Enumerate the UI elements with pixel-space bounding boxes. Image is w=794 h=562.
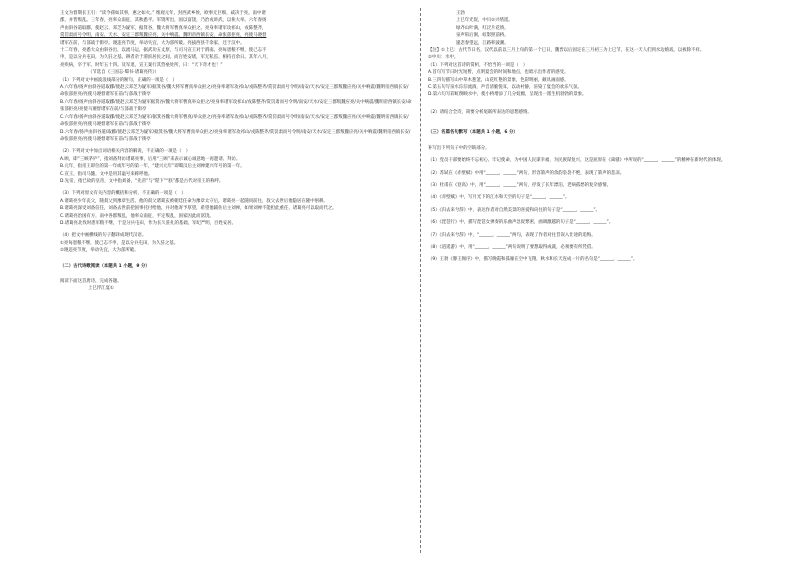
section-heading: （三）名篇名句默写（本题共 1 小题，6 分） [428,130,518,136]
passage-line: 郡，并皆叛乱。三年春，亮率众南征，其秋悉平。军资所出，国以富饶，乃治戎讲武，以俟大举。六年春扬 [60,18,267,24]
option: B.六年春/扬声由斜谷道取郿/使赵云邓芝为疑军据箕谷/魏大将军曹真举众拒之/亮身率诸军攻祁山/戎陈整齐/赏罚肃而号令明/南安/天水/安定三郡叛魏应亮/关中响震/魏明帝西镇长安/命张郃拒亮/亮使马谡督诸军在前/与郃战于街亭 [60,99,412,113]
option: A.六年春/扬声由斜谷道取郿/使赵云邓芝为疑军/据箕谷/魏大将军曹真举众拒之/亮身率诸军攻祁山/戎陈整齐/赏罚肃而号令明/南安/天水/安定三郡叛魏应亮/关中响震/魏明帝西镇长安/命张郃拒亮/亮使马谡督诸军在前/与郃战于街亭 [60,85,409,98]
column-divider [420,8,421,553]
poem-line: 绿齐山叶满，红泛片花娇。 [456,25,509,31]
question-2: （2）请结合全诗，简要分析尾联所表达的思想感情。 [428,109,532,115]
question-1: （1）下列对这首诗的赏析，不恰当的一项是（ ） [428,62,528,68]
option: D.诸葛亮北伐时患军粮不继，于是分兵屯田，作为长久驻扎的基础，军纪严明，百姓安居。 [60,220,237,226]
poem-note: ②中川：水中。 [428,55,459,61]
fill-blank-item: （6）《琵琶行》中，描写琵琶女弹奏的乐曲声急促繁密，曲调激越的句子是“______，______”。 [428,220,614,226]
passage-source: （节选自《三国志·蜀书·诸葛亮传》） [88,70,159,76]
passage [60,10,412,69]
option: C.六年春/扬声由斜谷道取郿/使赵云邓芝为疑军/据箕谷魏大将军曹真/举众拒之/亮身率诸军攻祁山/戎陈整齐/赏罚肃而号令明/南安/天水/安定三郡叛魏应亮/关中响震/魏明帝西镇长安/命张郃拒亮/亮使马谡督诸军在前/与郃战于街亭 [60,114,409,128]
fill-blank-item: （8）《逍遥游》中，用“______，______”两句说明了要想取得成就，必须要有所凭借。 [428,244,596,250]
question-2: （2）下列对文中加点词语相关内容的解说，不正确的一项是（ ） [60,149,191,155]
fill-blank-item: （3）杜甫在《登高》中，用“______，______”两句，抒发了长年漂泊、老病孤愁的复杂感情。 [428,182,611,188]
poem-line: 泉声喧后涧，虹影照前桥。 [456,33,509,39]
option: A.诸葛亮少年丧父，随叔父到豫章生活。他的叔父诸葛玄被朝廷任命为豫章太守后，诸葛亮一起随同前往，叔父去世后他隐居在隆中躬耕。 [60,198,328,204]
option: B.诸葛亮深受刘备信任，刘备去世前把国事托付给他，并对他寄予厚望，希望他辅佐后主刘禅，如果刘禅不能担此重任，诸葛亮可以取而代之。 [60,206,337,212]
passage-line: 诸军在前，与郃战于街亭。谡违亮节度，举动失宜，大为郃所破。亮拔西县千余家，还于汉中。 [60,40,245,46]
passage-line: 王文为督期长王引：“读今孫如其事，惠之如火。” 维观元年，封西武乡侯，欧事无巨细，咸决于亮。南中诸 [60,11,266,16]
poem-note: 【注】①上巳：古代节日名，汉代以前以三月上旬的第一个巳日，魏晋以后固定在三月初三为上巳节，在这一天人们到水边嬉戏，以祓除不祥。 [428,48,705,54]
question-1: （1）下列对文中画波浪线部分的断句，正确的一项是（ ） [60,77,177,83]
option: A.首句写节日时光短暂，点明宴会的时间和地点，也暗示出作者的感受。 [428,70,569,76]
fill-blank-item: （9）王勃《滕王阁序》中，描写晚霞和孤雁在空中飞翔，秋水和长天连成一片的名句是“______，______”。 [428,257,638,263]
option: D.第六句写彩虹倒映水中，使小桥增添了几分妩媚，呈现出一派生机勃勃的景象。 [428,92,587,98]
option: D.六年春/扬声由斜谷道/取郿/使赵云邓芝为疑军/据箕谷/魏大将军曹真举众拒之/亮身率诸军攻祁山/戎陈整齐/赏罚肃而号令明/南安/天水/安定三郡叛魏应亮/关中响震/魏明帝西镇长安/命张郃拒亮/亮使马谡督诸军在前/与郃战于街亭 [60,129,411,142]
option: D.先帝，指已故的皇帝，文中指刘备，“先帝”与“陛下”“朕”都是古代对帝王的称呼。 [60,178,224,184]
passage-line: 亮疾病，卒于军，时年五十四。及军退，宣王案行其营垒处所，曰：“天下奇才也！” [60,62,223,68]
left-column [60,10,412,293]
section-heading: （二）古代诗歌阅读（本题共 1 小题，9 分） [60,263,150,269]
passage-line: 声由斜谷道取郿，使赵云、邓芝为疑军，据箕谷，魏大将军曹真举众拒之。亮身率诸军攻祁山，戎陈整齐， [60,25,267,31]
fill-blank-item: （2）苏轼在《赤壁赋》中用“______，______”两句，形容箫声的余韵袅袅不绝，表现了箫声的悲凉。 [428,170,625,176]
fill-blank-item: （1）党员干部要始终不忘初心、牢记使命，为中国人民谋幸福，为民族谋复兴，这是屈原在《离骚》中所说的“______，______”的精神在新时代的体现。 [428,158,726,164]
right-column [428,10,763,264]
fill-blank-item: （7）《归去来兮辞》中，“______，______”两句，表现了作者对往昔误入仕途的追悔。 [428,232,596,238]
poem-line: 遽悲春望远，江路积波潮。 [456,40,509,46]
option: C.第五句写泉水淙淙流淌，声音清脆悦耳，以动衬静，渲染了宴会的欢乐气氛。 [428,85,582,91]
poem-author: 王勃 [456,11,465,16]
translation-item: ②谡违亮节度，举动失宜，大为郃所破。 [60,248,139,254]
section-intro: 补写出下列句子中的空缺部分。 [428,145,490,151]
passage-line: 申，是以分兵屯田，为久驻之基。耕者杂于渭滨居民之间，而百姓安堵，军无私焉。相持百余日。其年八月， [60,55,271,61]
fill-blank-item: （5）《归去来兮辞》中，表达作者对自然美景的喜爱和向往的句子是“______，______”。 [428,207,600,213]
option: C.诸葛亮治国有方，南中各郡叛乱，他率众南征，平定叛乱，国家因此而富饶。 [60,213,214,219]
question-4: （4）把文中画横线的句子翻译成现代汉语。 [60,233,147,239]
fill-blank-item: （4）《赤壁赋》中，写月光下的江水和天空的句子是“______，______”。 [428,195,570,201]
option: C.宣王，指司马懿，文中是用其谥号来称呼他。 [60,171,153,177]
poem-line: 上巳年光促，中川②兴绪遥。 [456,18,513,24]
passage-line: 十二年春，亮悉大众由斜谷出，以流马运，据武功五丈原，与司马宣王对于渭南。亮每患粮不继，使己志不 [60,48,267,54]
option: A.顾，即“三顾茅庐”，指刘备拜访诸葛亮事，后用“三顾”来表示诚心诚意地一再邀请、拜访。 [60,156,241,162]
option: B.三四句描写山中草木葱茏、山花红艳的景象，色彩明丽，颇具画面感。 [428,77,569,83]
translation-item: ①亮每患粮不继，使己志不申，是以分兵屯田，为久驻之基。 [60,240,179,246]
question-3: （3）下列对原文有关内容的概括和分析，不正确的一项是（ ） [60,191,186,197]
passage-line: 赏罚肃而号令明，南安、天水、安定三郡叛魏应亮，关中响震。魏明帝西镇长安，命张郃拒亮，亮使马谡督 [60,33,267,39]
section-intro: 阅读下面这首唐诗，完成各题。 [60,279,122,284]
option: B.元年，指帝王即位的第一年或年号的第一年，“建兴元年”即蜀汉后主刘禅建兴年号的第一年。 [60,164,245,170]
poem-title: 上巳浮江宴① [88,286,114,292]
